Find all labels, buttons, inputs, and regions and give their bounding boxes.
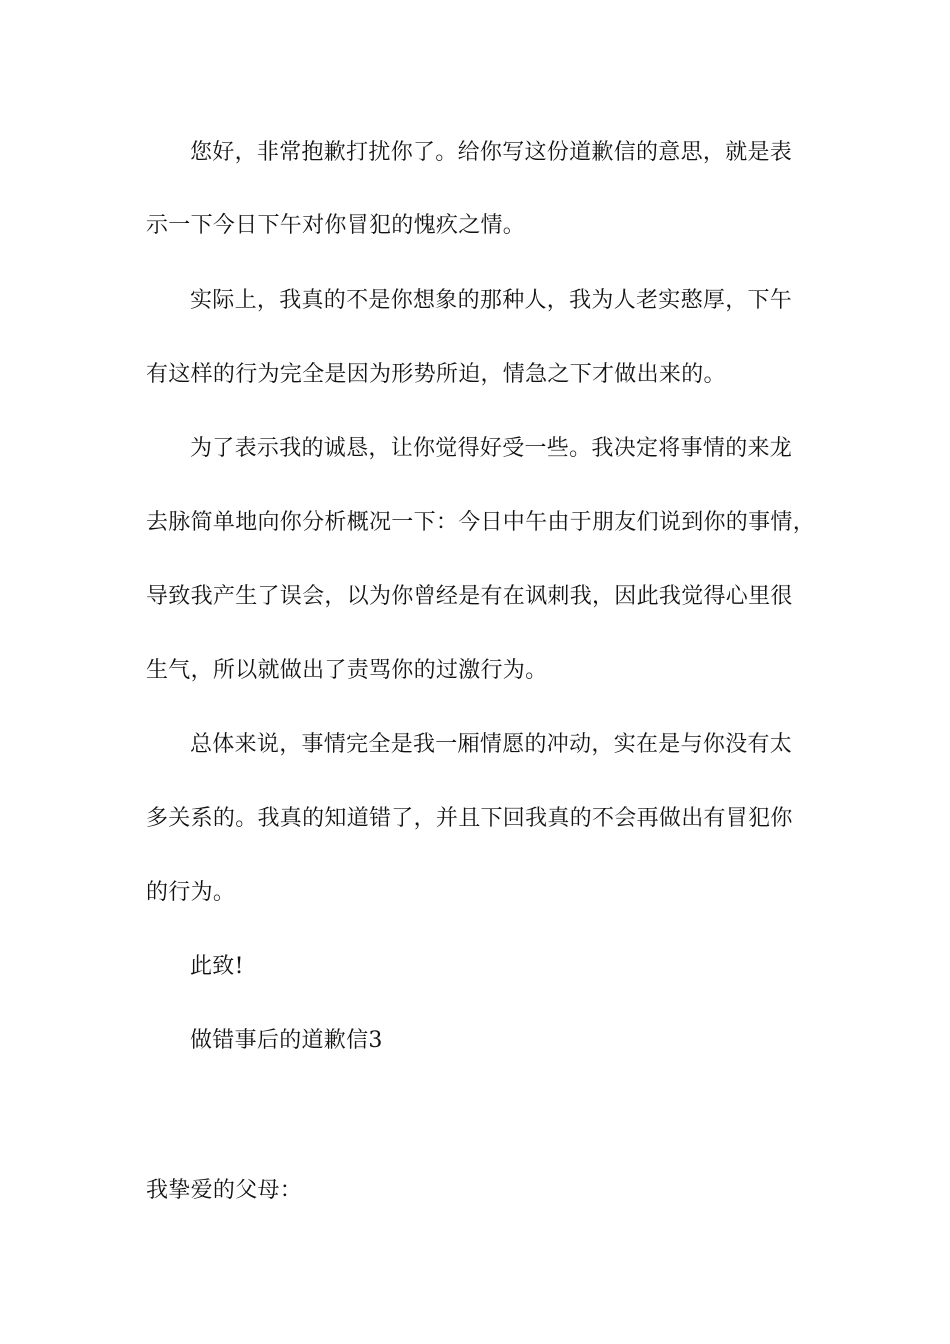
section-heading: 做错事后的道歉信3 [190, 1028, 383, 1053]
closing-salutation: 此致! [190, 954, 244, 979]
paragraph-1-line-2: 示一下今日下午对你冒犯的愧疚之情。 [146, 213, 526, 238]
paragraph-3-line-2: 去脉简单地向你分析概况一下：今日中午由于朋友们说到你的事情， [146, 510, 816, 535]
paragraph-4-line-2: 多关系的。我真的知道错了，并且下回我真的不会再做出有冒犯你 [146, 806, 793, 831]
paragraph-3-line-1: 为了表示我的诚恳，让你觉得好受一些。我决定将事情的来龙 [190, 436, 793, 461]
paragraph-4-line-3: 的行为。 [146, 880, 236, 905]
paragraph-1-line-1: 您好，非常抱歉打扰你了。给你写这份道歉信的意思，就是表 [190, 140, 793, 165]
letter-greeting: 我挚爱的父母： [146, 1178, 303, 1203]
paragraph-3-line-4: 生气，所以就做出了责骂你的过激行为。 [146, 658, 548, 683]
paragraph-2-line-1: 实际上，我真的不是你想象的那种人，我为人老实憨厚，下午 [190, 288, 793, 313]
paragraph-3-line-3: 导致我产生了误会，以为你曾经是有在讽刺我，因此我觉得心里很 [146, 584, 793, 609]
paragraph-2-line-2: 有这样的行为完全是因为形势所迫，情急之下才做出来的。 [146, 362, 726, 387]
paragraph-4-line-1: 总体来说，事情完全是我一厢情愿的冲动，实在是与你没有太 [190, 732, 793, 757]
